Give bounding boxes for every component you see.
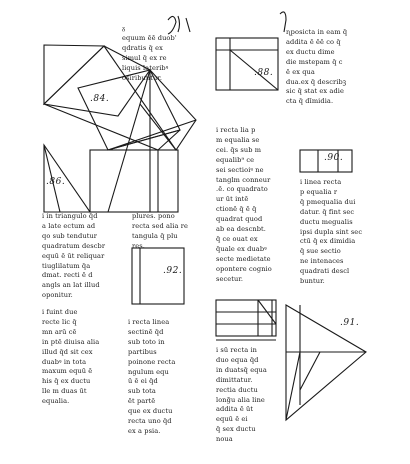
text-block-top-center: ᵹ equum ēē duob' qdratis q̄ ex simul q̄ ex re liquis lateribꝰ osiribuntur. (122, 24, 177, 82)
fig84-line-e (108, 104, 140, 212)
text-block-left-col1: i in triangulo q̄d a late ectum ad qo sub tendutur quadratum descbr equū ē ūt reliquar tiuglilatum q̄a dmat. recti ē d angls an lat illud oponitur. (42, 212, 106, 300)
fig-91-number: .91. (340, 318, 360, 328)
text-block-top-right: ɳposicta in eam q̄ addita ē ēē co q̄ ex ductu dime die mstepam q̄ c ē ex qua dua.ex q̄ describꝫ sic q̄ stat ex adie cta q̄ dīmidia. (286, 28, 348, 106)
fig-84-number: .84. (90, 94, 110, 104)
gnomon-outer (216, 300, 276, 336)
fig84-bottom-square (90, 150, 178, 212)
fig91-line-d (300, 352, 320, 390)
text-block-bottom-right: i sū recta in duo equa q̄d in duatsq̄ equa dimittatur. rectia ductu long̃u alia line addita ē ūt equū ē ei q̄ sex ductu noua (216, 346, 267, 444)
fig-88-number: .88. (254, 68, 274, 78)
text-block-left-col2: plures. pono recta sed alia re tangula q̄ plu res. (132, 212, 188, 250)
fig84-line-a (44, 104, 158, 150)
fig-86-number: .86. (46, 177, 66, 187)
text-block-left-bottom2: i recta linea sectinē q̄d sub toto in partibus poinone recta ngulum equ ū ē ei q̄d sub tota ēt partē que ex ductu recta uno q̄d ex a psia. (128, 318, 176, 435)
text-block-mid-right: i recta lia p m equalia se cei. q̄s sub m equalib⁹ ce sei sectioiꝰ ne tanglm conneur .ē. co quadrato ur ūt intē ctionē q̄ ē q̄ quadrat quod ab ea descnbt. q̄ ce ouat ex q̄uale ex duabꝰ secte medietate opontere cognio secetur. (216, 126, 272, 283)
text-block-left-bottom1: i fuint due recte lic q̄ mn arū cē in ptē diuisa alia illud q̄d sit cex duabꝰ in tota maxum equū ē his q̄ ex ductu lle m duas ūt equalia. (42, 308, 100, 406)
fig-92-number: .92. (163, 266, 183, 276)
text-block-mid-far-right: i linea recta p equalia r q̄ pmequalia dui datur. q̄ fint sec ductu megualis ipsi dupla sint sec ctū q̄ ex dimidia q̄ sue sectio ne intenaces quadrati descl buntur. (300, 178, 363, 286)
fig-90-number: .90. (324, 153, 344, 163)
